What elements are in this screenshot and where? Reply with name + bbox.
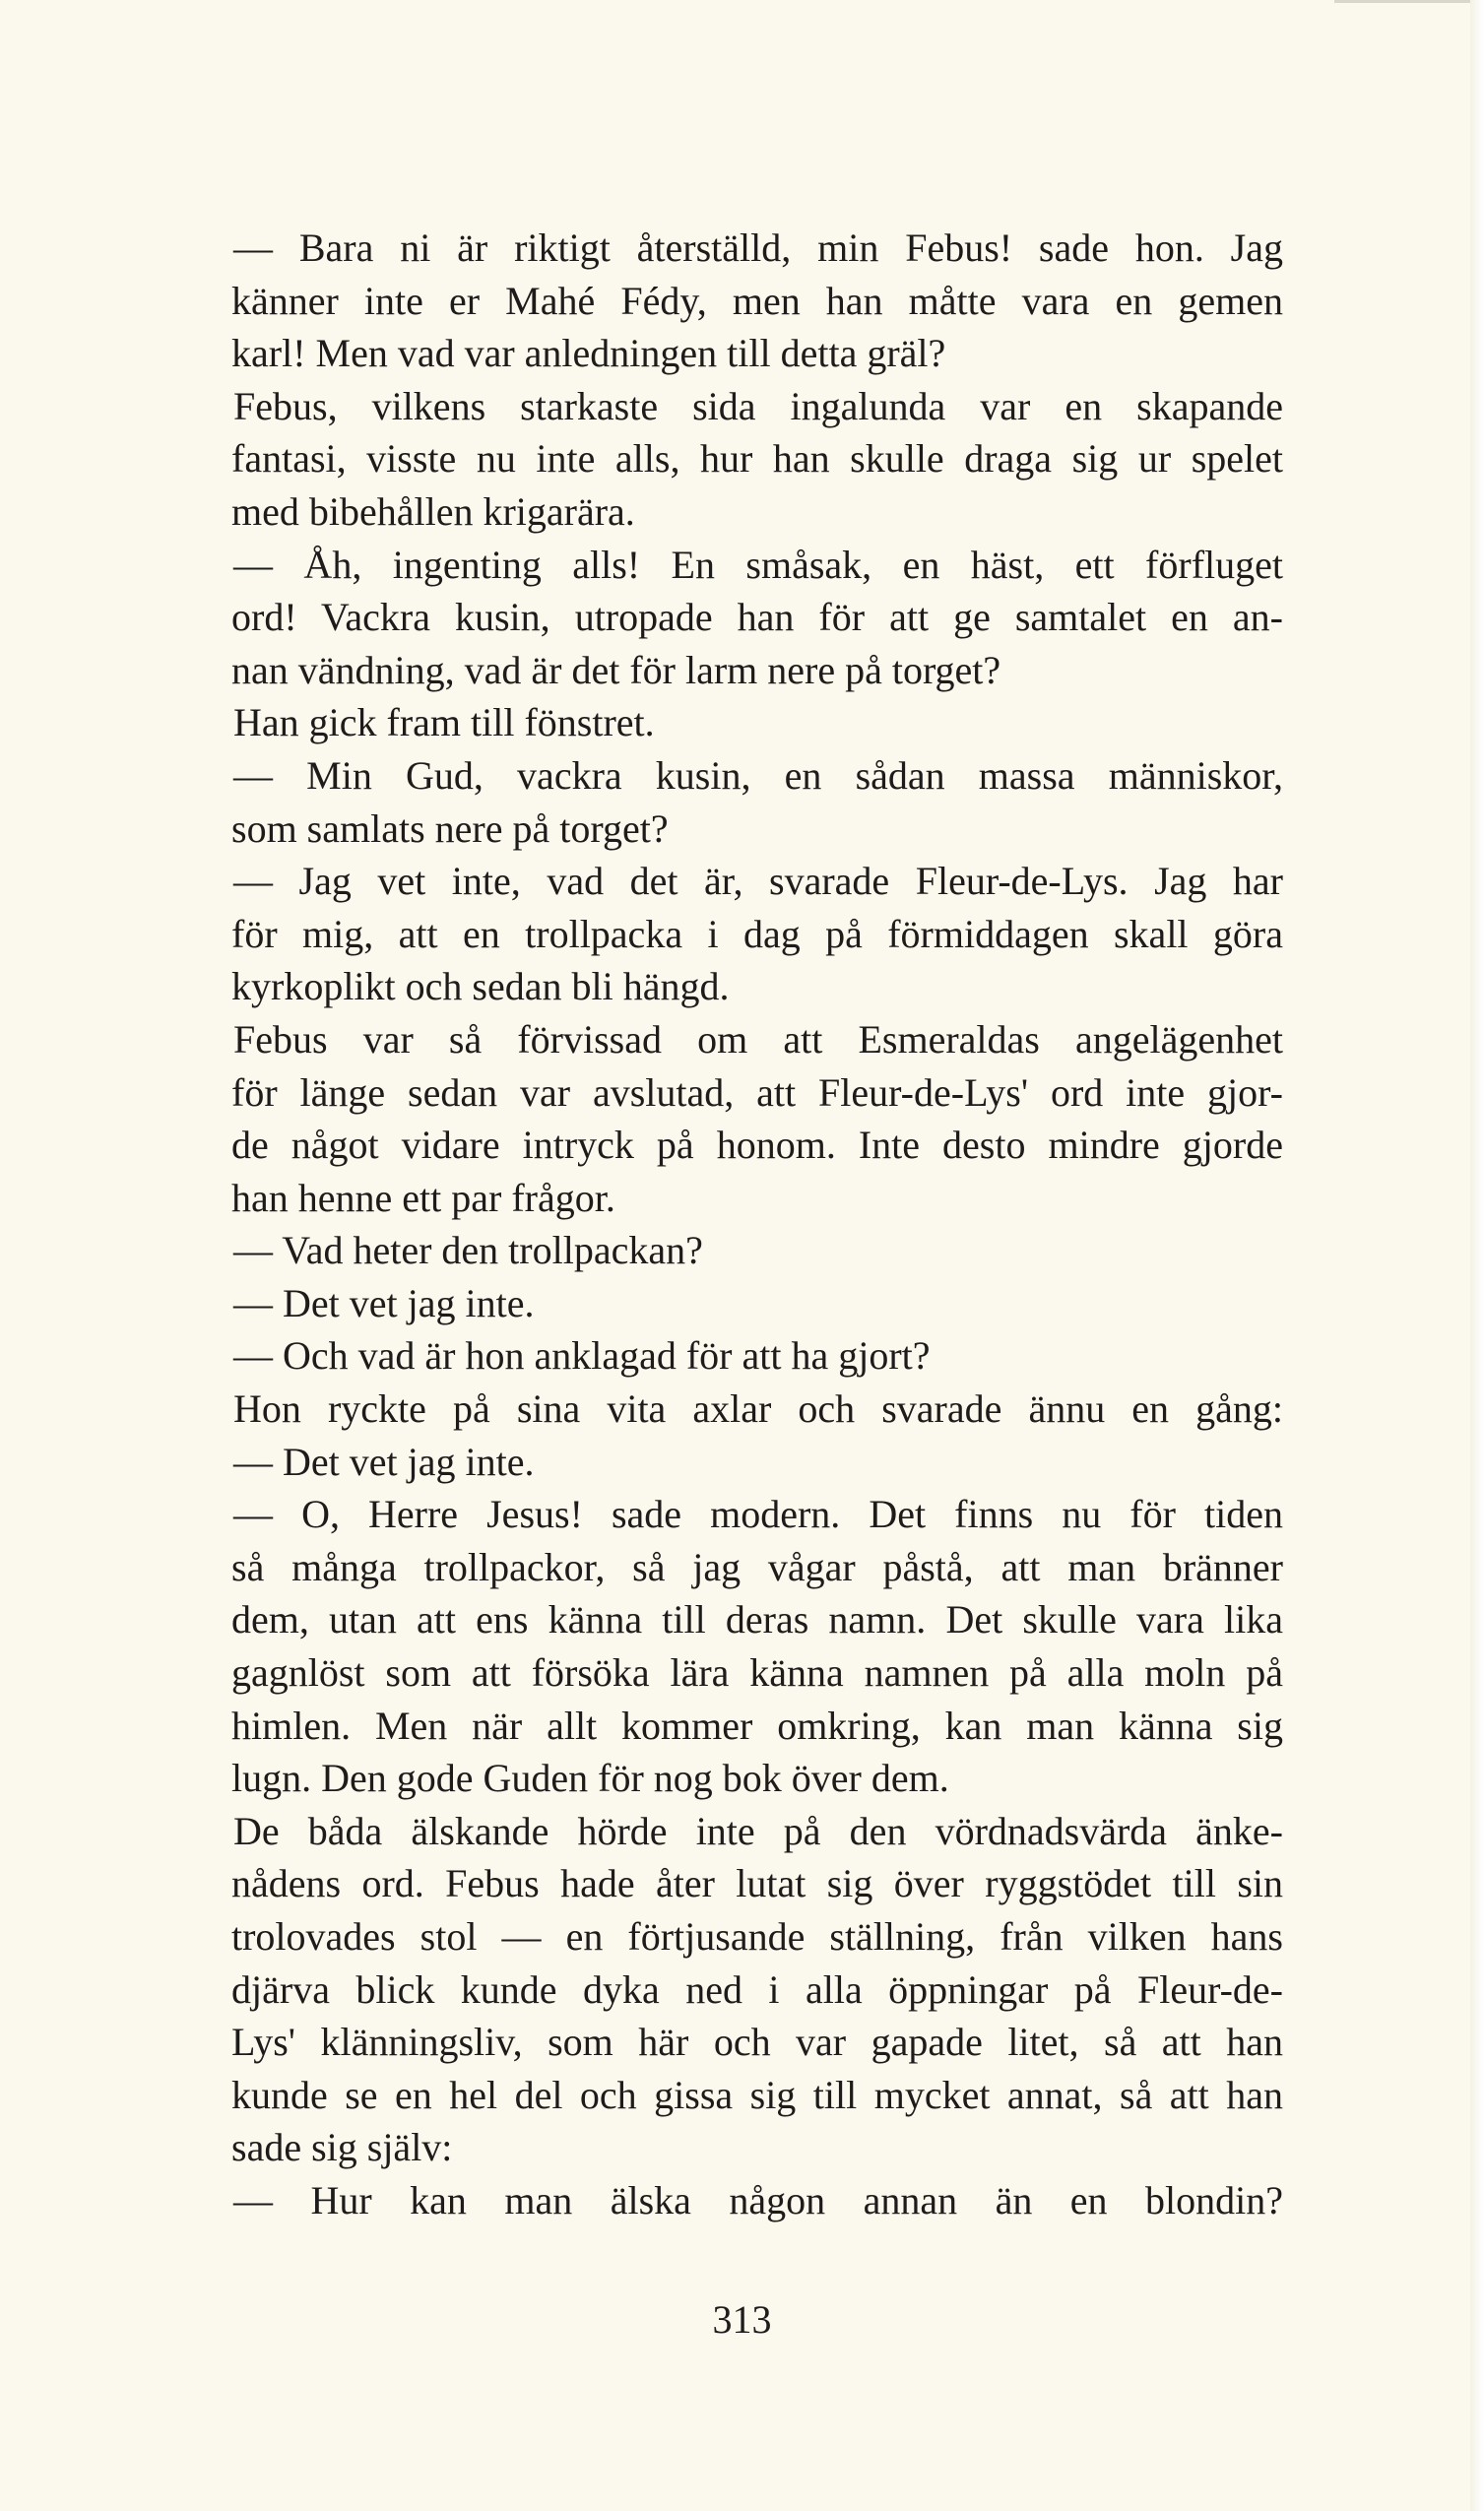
text-line: gagnlöst som att försöka lära känna namnen på alla moln på: [231, 1650, 1283, 1696]
text-line: nan vändning, vad är det för larm nere på torget?: [231, 647, 1001, 692]
page-number: 313: [712, 2297, 772, 2342]
text-line: med bibehållen krigarära.: [231, 488, 635, 534]
text-line: känner inte er Mahé Fédy, men han måtte vara en gemen: [231, 278, 1283, 323]
text-line: djärva blick kunde dyka ned i alla öppningar på Fleur-de-: [231, 1966, 1283, 2012]
text-line: — O, Herre Jesus! sade modern. Det finns nu för tiden: [233, 1492, 1283, 1537]
text-line: de något vidare intryck på honom. Inte desto mindre gjorde: [231, 1123, 1283, 1168]
page-top-edge: [1334, 0, 1484, 3]
text-line: — Bara ni är riktigt återställd, min Febus! sade hon. Jag: [233, 225, 1283, 270]
text-line: Lys' klänningsliv, som här och var gapade litet, så att han: [231, 2020, 1283, 2065]
text-line: De båda älskande hörde inte på den vördnadsvärda änke-: [233, 1808, 1283, 1853]
text-line: ord! Vackra kusin, utropade han för att ge samtalet en an-: [231, 595, 1283, 640]
text-line: — Det vet jag inte.: [233, 1439, 535, 1484]
text-line: fantasi, visste nu inte alls, hur han skulle draga sig ur spelet: [231, 436, 1283, 482]
text-line: — Det vet jag inte.: [233, 1280, 535, 1325]
text-line: lugn. Den gode Guden för nog bok över dem.: [231, 1756, 949, 1801]
text-line: som samlats nere på torget?: [231, 805, 669, 851]
text-line: för länge sedan var avslutad, att Fleur-de-Lys' ord inte gjor-: [231, 1069, 1283, 1115]
text-line: — Och vad är hon anklagad för att ha gjort?: [233, 1333, 931, 1379]
text-line: — Min Gud, vackra kusin, en sådan massa människor,: [233, 752, 1283, 798]
text-line: — Vad heter den trollpackan?: [233, 1228, 703, 1273]
text-line: Febus, vilkens starkaste sida ingalunda var en skapande: [233, 383, 1283, 428]
text-line: dem, utan att ens känna till deras namn. Det skulle vara lika: [231, 1597, 1283, 1642]
page-right-edge: [1470, 0, 1484, 2511]
text-line: — Åh, ingenting alls! En småsak, en häst, ett förfluget: [233, 542, 1283, 587]
text-line: trolovades stol — en förtjusande ställning, från vilken hans: [231, 1914, 1283, 1959]
text-line: Hon ryckte på sina vita axlar och svarade ännu en gång:: [233, 1386, 1283, 1432]
text-line: — Hur kan man älska någon annan än en blondin?: [233, 2177, 1283, 2222]
text-line: Han gick fram till fönstret.: [233, 700, 655, 745]
text-line: sade sig själv:: [231, 2125, 453, 2170]
text-line: kyrkoplikt och sedan bli hängd.: [231, 964, 730, 1009]
text-line: han henne ett par frågor.: [231, 1175, 615, 1220]
text-line: — Jag vet inte, vad det är, svarade Fleur-de-Lys. Jag har: [233, 859, 1283, 904]
body-text: [231, 222, 1283, 2227]
text-line: himlen. Men när allt kommer omkring, kan man känna sig: [231, 1703, 1283, 1748]
text-line: Febus var så förvissad om att Esmeraldas angelägenhet: [233, 1016, 1283, 1062]
text-line: nådens ord. Febus hade åter lutat sig över ryggstödet till sin: [231, 1861, 1283, 1906]
text-line: kunde se en hel del och gissa sig till mycket annat, så att han: [231, 2072, 1283, 2117]
text-line: för mig, att en trollpacka i dag på förmiddagen skall göra: [231, 911, 1283, 956]
text-line: karl! Men vad var anledningen till detta gräl?: [231, 331, 946, 376]
text-line: så många trollpackor, så jag vågar påstå, att man bränner: [231, 1544, 1283, 1589]
